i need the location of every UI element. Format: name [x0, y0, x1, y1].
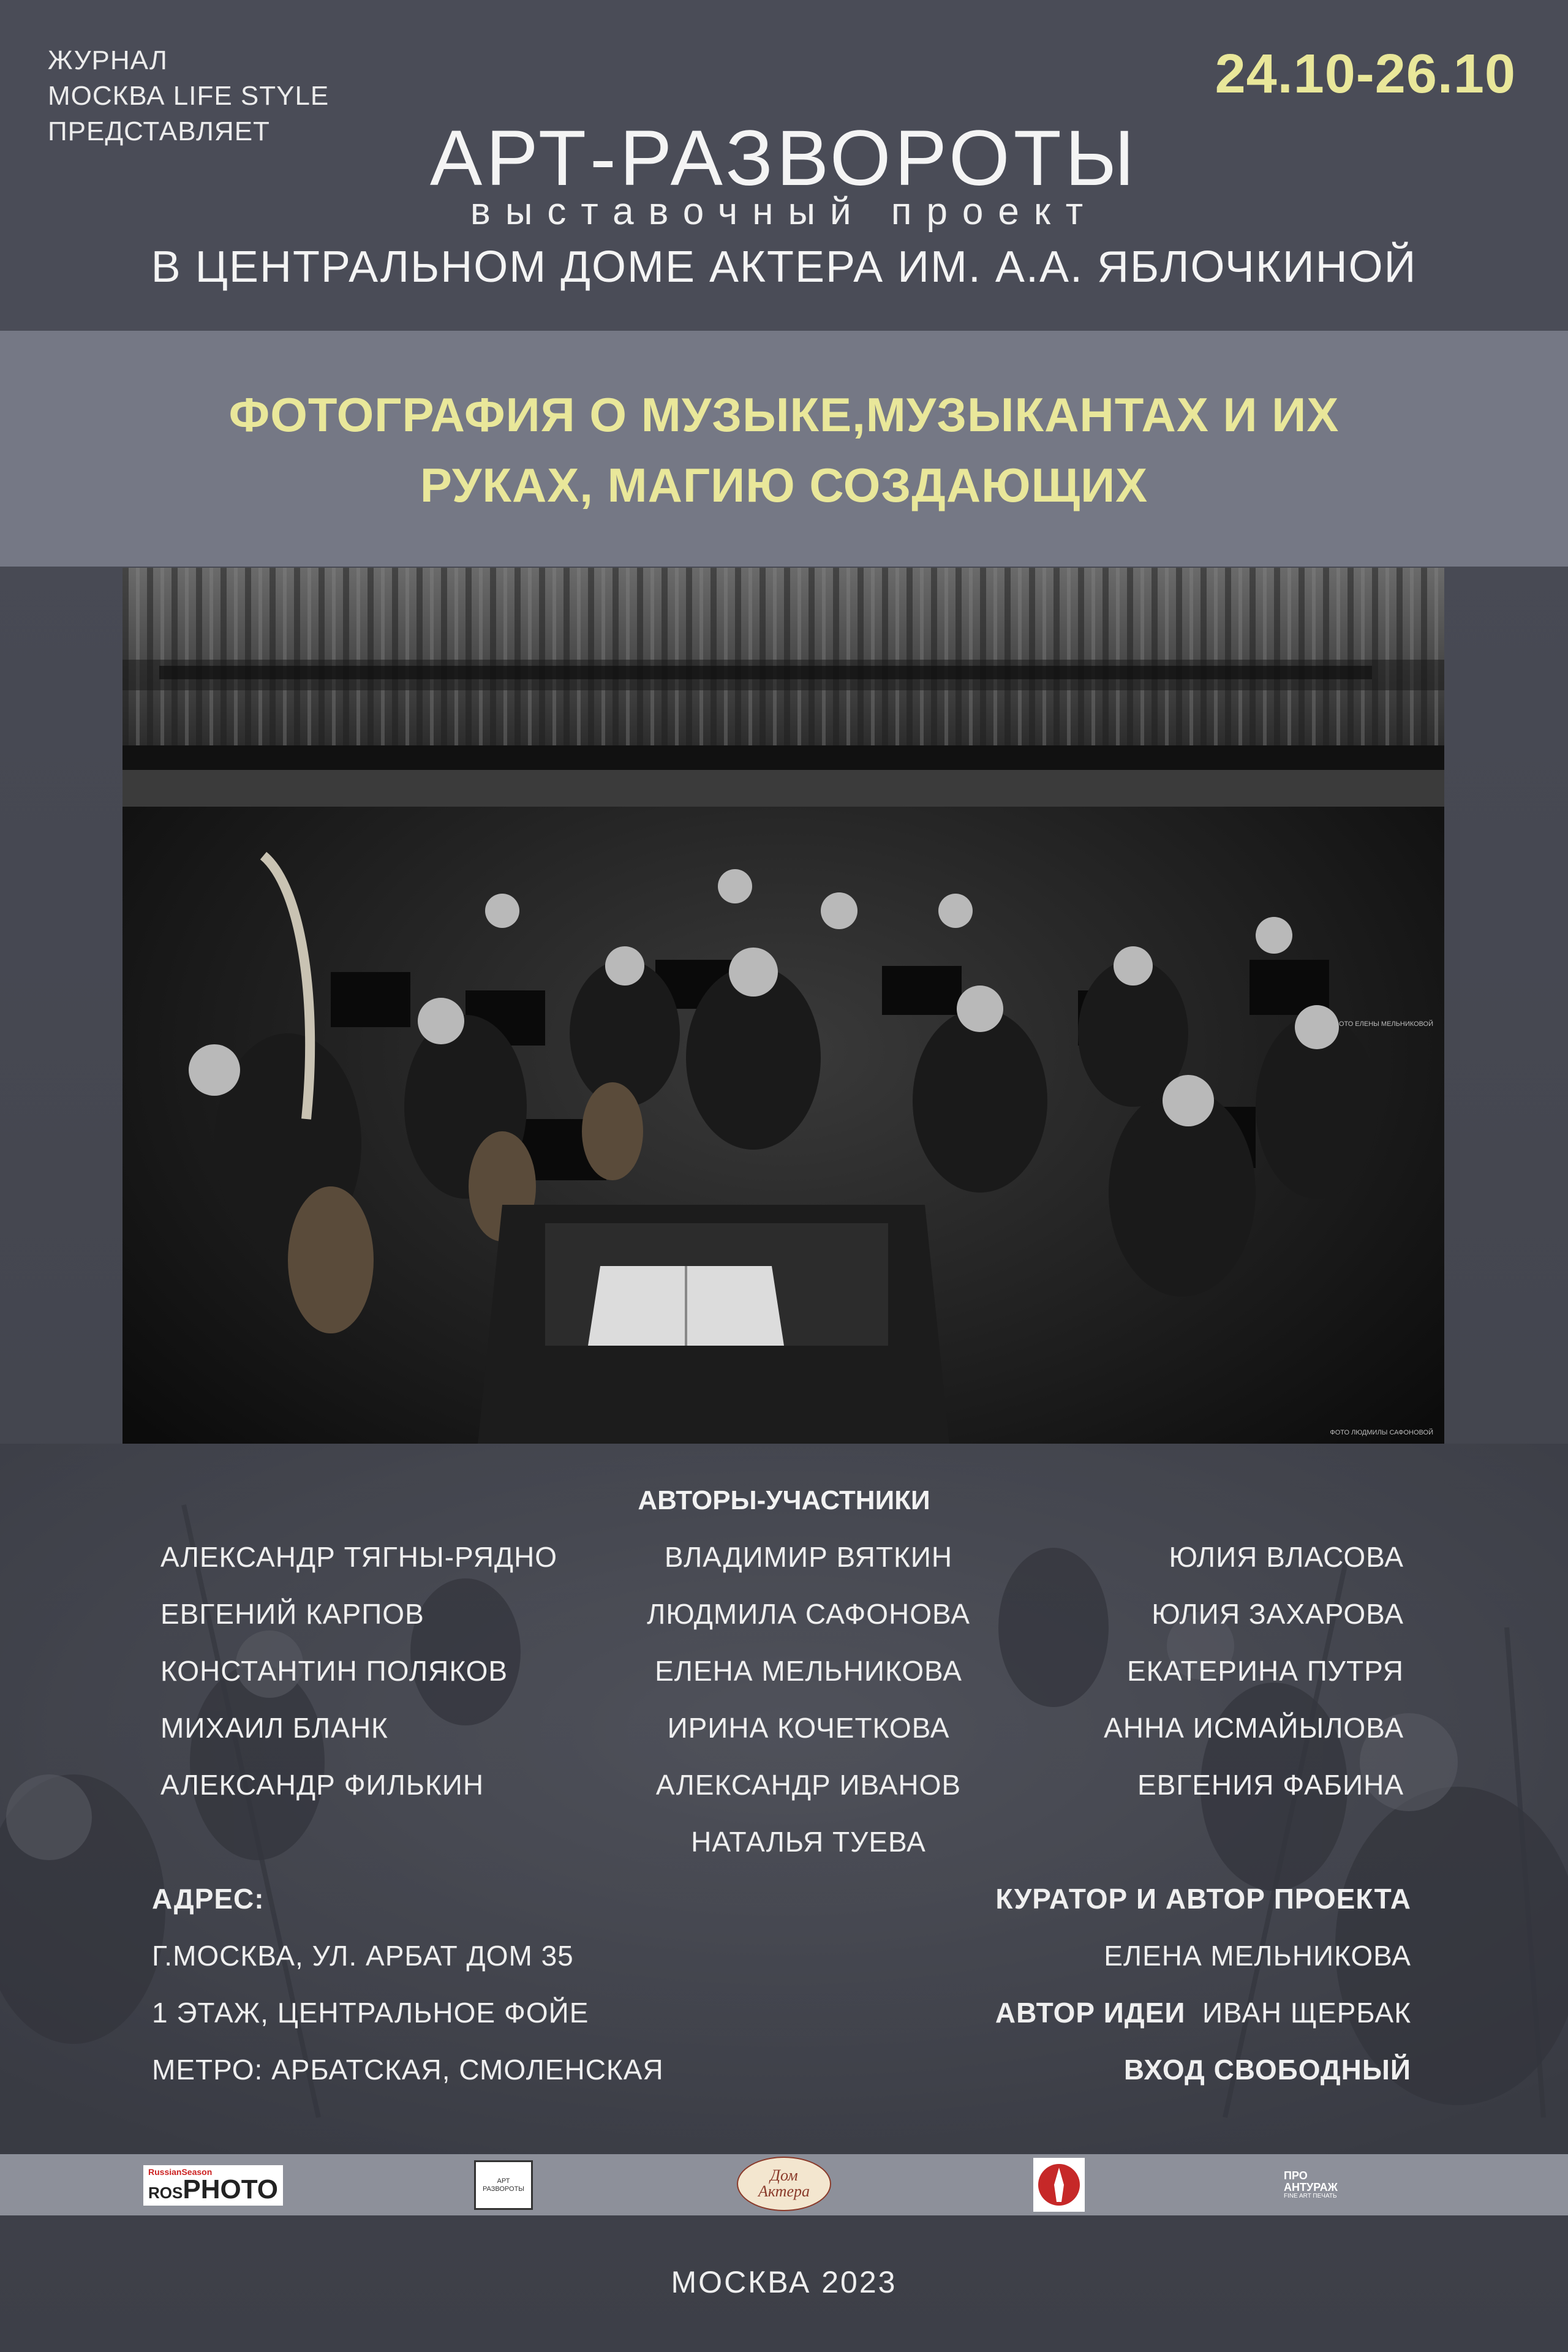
pro-logo-line1: ПРО — [1284, 2169, 1308, 2182]
idea-author-label: АВТОР ИДЕИ — [995, 1997, 1186, 2029]
photo-credit-side: ФОТО ЕЛЕНЫ МЕЛЬНИКОВОЙ — [1333, 1020, 1433, 1028]
free-entry-text: ВХОД СВОБОДНЫЙ — [1123, 2054, 1411, 2086]
author-name: ЕВГЕНИЙ КАРПОВ — [160, 1598, 424, 1630]
author-name: ЕВГЕНИЯ ФАБИНА — [1137, 1769, 1404, 1801]
rosphoto-ros: ROS — [148, 2183, 183, 2202]
footer-city-year: МОСКВА 2023 — [671, 2265, 897, 2299]
theme-heading — [0, 380, 1568, 521]
author-name: ЕКАТЕРИНА ПУТРЯ — [1126, 1655, 1404, 1687]
art-logo-line1: АРТ — [497, 2177, 510, 2185]
pro-logo-line2: АНТУРАЖ — [1284, 2181, 1338, 2194]
exhibition-subtitle: выставочный проект — [470, 190, 1098, 233]
idea-author-name: ИВАН ЩЕРБАК — [1202, 1997, 1411, 2029]
author-name: НАТАЛЬЯ ТУЕВА — [691, 1826, 926, 1858]
theme-line: ФОТОГРАФИЯ О МУЗЫКЕ,МУЗЫКАНТАХ И ИХ — [228, 388, 1340, 442]
author-name: АННА ИСМАЙЫЛОВА — [1104, 1712, 1404, 1744]
orchestra-photo-art — [123, 568, 1444, 1444]
photo-credit-bottom: ФОТО ЛЮДМИЛЫ САФОНОВОЙ — [1330, 1429, 1433, 1436]
venue-text: В ЦЕНТРАЛЬНОМ ДОМЕ АКТЕРА ИМ. А.А. ЯБЛОЧКИНОЙ — [151, 243, 1417, 292]
author-name: ИРИНА КОЧЕТКОВА — [667, 1712, 950, 1744]
dom-aktera-logo — [735, 2156, 833, 2211]
author-name: АЛЕКСАНДР ФИЛЬКИН — [160, 1769, 484, 1801]
author-name: КОНСТАНТИН ПОЛЯКОВ — [160, 1655, 508, 1687]
metro-line: МЕТРО: АРБАТСКАЯ, СМОЛЕНСКАЯ — [152, 2054, 664, 2086]
dom-logo-line2: Актера — [758, 2182, 810, 2200]
presents-line: ПРЕДСТАВЛЯЕТ — [48, 116, 270, 146]
art-razvoroty-logo — [473, 2162, 534, 2208]
author-name: ЕЛЕНА МЕЛЬНИКОВА — [655, 1655, 962, 1687]
author-name: ЮЛИЯ ВЛАСОВА — [1169, 1541, 1404, 1573]
moscow-emblem-icon — [1033, 2158, 1085, 2212]
author-name: ЛЮДМИЛА САФОНОВА — [647, 1598, 970, 1630]
pro-anturazh-logo — [1284, 2162, 1357, 2208]
author-name: МИХАИЛ БЛАНК — [160, 1712, 388, 1744]
address-line: Г.МОСКВА, УЛ. АРБАТ ДОМ 35 — [152, 1940, 574, 1972]
dom-logo-line1: Дом — [770, 2166, 798, 2184]
exhibition-dates: 24.10-26.10 — [1215, 43, 1516, 105]
exhibition-title: АРТ-РАЗВОРОТЫ — [429, 115, 1139, 202]
address-line: 1 ЭТАЖ, ЦЕНТРАЛЬНОЕ ФОЙЕ — [152, 1997, 589, 2029]
rosphoto-photo: PHOTO — [183, 2174, 278, 2204]
address-label: АДРЕС: — [152, 1883, 265, 1915]
author-name: АЛЕКСАНДР ТЯГНЫ-РЯДНО — [160, 1541, 558, 1573]
rosphoto-tag: RussianSeason — [148, 2166, 213, 2177]
curator-label: КУРАТОР И АВТОР ПРОЕКТА — [995, 1883, 1411, 1915]
presents-line: МОСКВА LIFE STYLE — [48, 81, 330, 111]
theme-line: РУКАХ, МАГИЮ СОЗДАЮЩИХ — [420, 458, 1148, 512]
author-name: ЮЛИЯ ЗАХАРОВА — [1152, 1598, 1404, 1630]
presents-line: ЖУРНАЛ — [48, 45, 168, 75]
authors-heading: АВТОРЫ-УЧАСТНИКИ — [638, 1485, 930, 1515]
author-name: АЛЕКСАНДР ИВАНОВ — [655, 1769, 962, 1801]
author-name: ВЛАДИМИР ВЯТКИН — [664, 1541, 953, 1573]
art-logo-line2: РАЗВОРОТЫ — [482, 2185, 525, 2193]
curator-name: ЕЛЕНА МЕЛЬНИКОВА — [1104, 1940, 1411, 1972]
orchestra-photo — [123, 568, 1444, 1444]
rosphoto-logo — [148, 2162, 278, 2208]
moscow-emblem-logo — [1033, 2157, 1085, 2212]
pro-logo-line3: FINE ART ПЕЧАТЬ — [1284, 2193, 1337, 2200]
idea-author — [995, 1996, 1411, 2029]
